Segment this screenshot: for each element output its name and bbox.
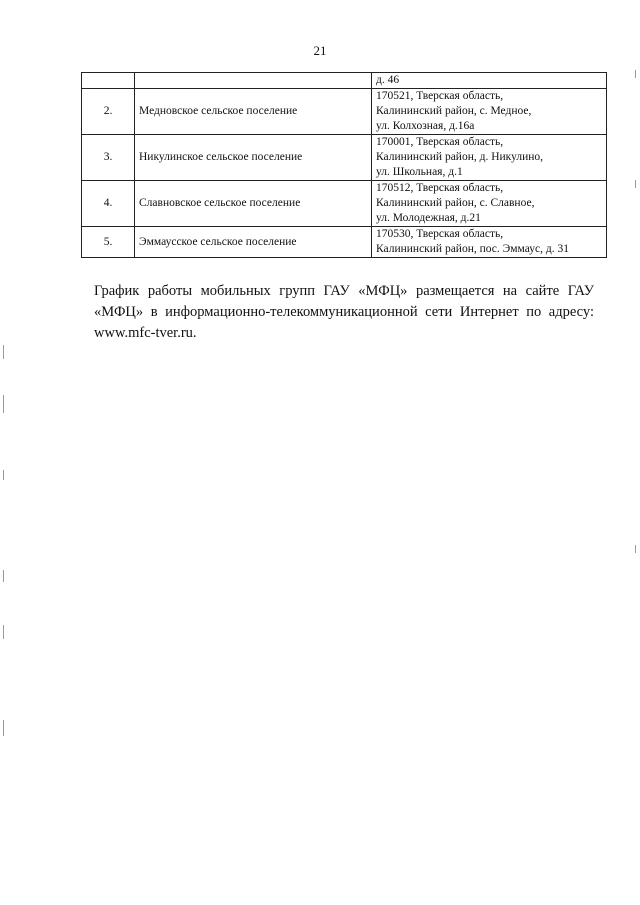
scan-margin-mark	[3, 395, 4, 413]
address-line: 170530, Тверская область,	[376, 228, 504, 240]
settlement-address	[372, 227, 607, 258]
settlement-address	[372, 135, 607, 181]
address-line: 170521, Тверская область,	[376, 90, 504, 102]
address-line: Калининский район, пос. Эммаус, д. 31	[376, 243, 569, 255]
row-number: 5.	[82, 227, 135, 258]
address-line: Калининский район, с. Славное,	[376, 197, 535, 209]
row-number: 4.	[82, 181, 135, 227]
scan-margin-mark	[635, 180, 636, 188]
table-row	[82, 227, 607, 258]
address-line: ул. Школьная, д.1	[376, 166, 463, 178]
address-line: Калининский район, д. Никулино,	[376, 151, 544, 163]
settlement-address	[372, 73, 607, 89]
scan-margin-mark	[3, 625, 4, 639]
table-row	[82, 135, 607, 181]
table-row	[82, 89, 607, 135]
table-row	[82, 73, 607, 89]
scan-margin-mark	[3, 570, 4, 582]
settlement-name: Медновское сельское поселение	[135, 89, 372, 135]
page-number: 21	[313, 43, 327, 58]
schedule-note: График работы мобильных групп ГАУ «МФЦ» размещается на сайте ГАУ «МФЦ» в информационно-телекоммуникационной сети Интернет по адресу: www.mfc-tver.ru.	[94, 282, 594, 341]
settlement-name	[135, 73, 372, 89]
scan-margin-mark	[3, 345, 4, 359]
address-line: ул. Молодежная, д.21	[376, 212, 481, 224]
address-line: 170512, Тверская область,	[376, 182, 504, 194]
settlement-address	[372, 181, 607, 227]
address-table	[81, 72, 607, 258]
address-line: 170001, Тверская область,	[376, 136, 504, 148]
scan-margin-mark	[3, 720, 4, 736]
address-line: ул. Колхозная, д.16а	[376, 120, 475, 132]
address-line: Калининский район, с. Медное,	[376, 105, 532, 117]
settlement-name: Славновское сельское поселение	[135, 181, 372, 227]
row-number: 2.	[82, 89, 135, 135]
row-number	[82, 73, 135, 89]
row-number: 3.	[82, 135, 135, 181]
scan-margin-mark	[3, 470, 4, 480]
scan-margin-mark	[635, 545, 636, 553]
scan-margin-mark	[635, 70, 636, 78]
settlement-address	[372, 89, 607, 135]
settlement-name: Никулинское сельское поселение	[135, 135, 372, 181]
settlement-name: Эммаусское сельское поселение	[135, 227, 372, 258]
table-row	[82, 181, 607, 227]
address-line: д. 46	[376, 74, 400, 86]
